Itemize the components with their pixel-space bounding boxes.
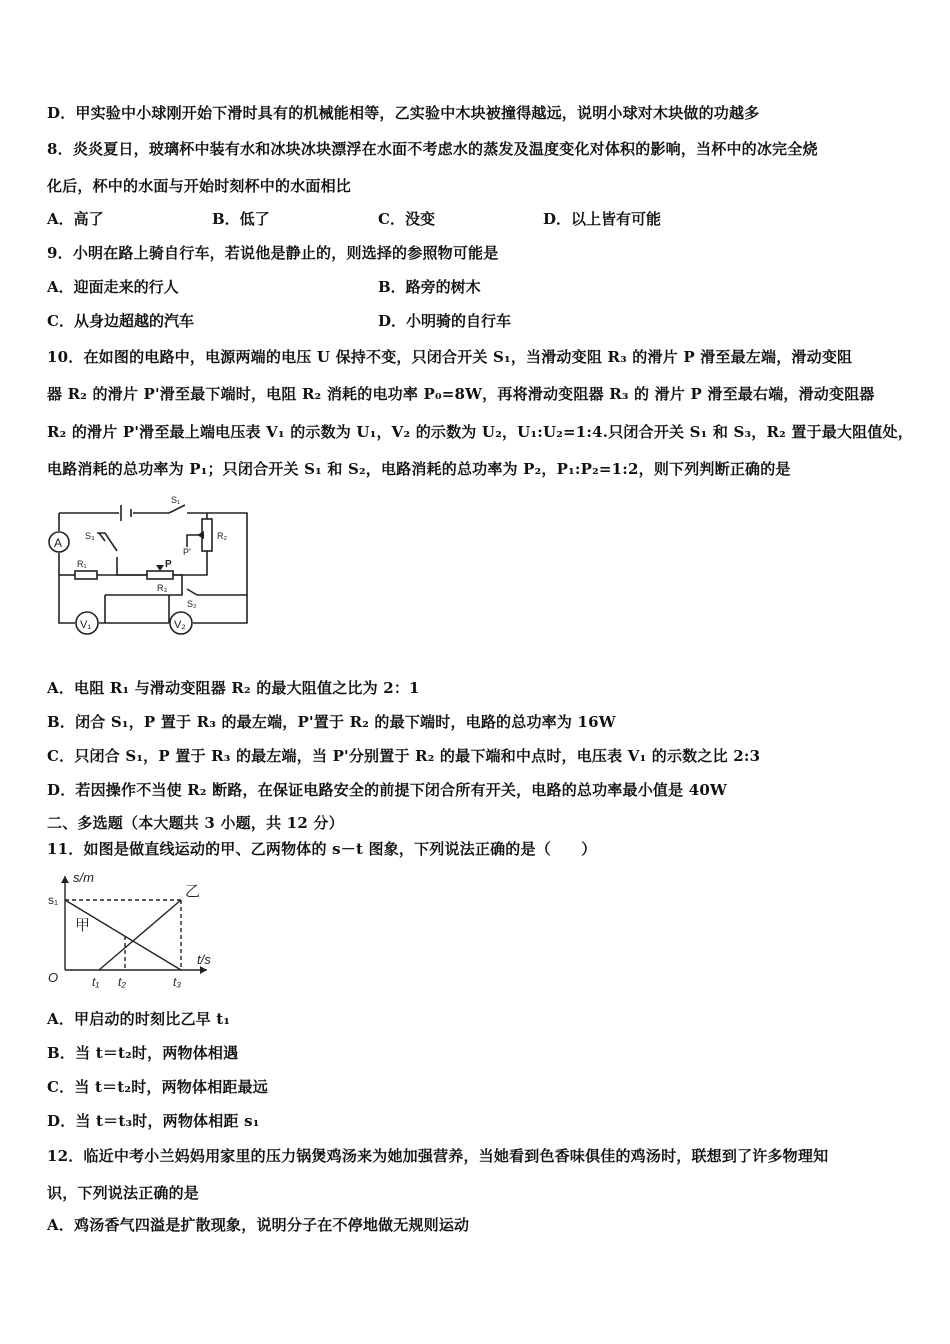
q10-option-a: A．电阻 R₁ 与滑动变阻器 R₂ 的最大阻值之比为 2：1 [47,679,420,697]
q10-stem-line3: R₂ 的滑片 P'滑至最上端电压表 V₁ 的示数为 U₁，V₂ 的示数为 U₂，U₁:U₂=1:4.只闭合开关 S₁ 和 S₃，R₂ 置于最大阻值处， [47,423,913,441]
r2-label: R₂ [217,531,227,541]
p-label: P [165,559,172,570]
s2-label: S₂ [187,599,197,609]
q10-stem-line1: 10．在如图的电路中，电源两端的电压 U 保持不变，只闭合开关 S₁，当滑动变阻 R₃ 的滑片 P 滑至最左端，滑动变阻 [47,348,853,366]
section-heading: 二、多选题（本大题共 3 小题，共 12 分） [47,814,344,832]
q11-stem: 11．如图是做直线运动的甲、乙两物体的 s－t 图象，下列说法正确的是（ ） [47,840,597,858]
p-slider [156,565,164,571]
q8-option-a: A．高了 [47,210,104,228]
q10-option-c: C．只闭合 S₁，P 置于 R₃ 的最左端，当 P'分别置于 R₂ 的最下端和中点时，电压表 V₁ 的示数之比 2:3 [47,747,761,765]
r1-resistor [75,571,97,579]
q11-option-a: A．甲启动的时刻比乙早 t₁ [47,1010,231,1028]
t1-tick-label: t₁ [92,975,100,989]
q12-stem-line2: 识，下列说法正确的是 [47,1184,200,1202]
q11-st-graph [47,866,227,990]
jia-line [65,900,181,970]
s1-tick-label: s₁ [48,893,59,907]
s1-label: S₁ [171,495,181,505]
q11-option-d: D．当 t＝t₃时，两物体相距 s₁ [47,1112,260,1130]
r3-resistor [147,571,173,579]
yi-label: 乙 [185,883,201,900]
q10-circuit-diagram [47,495,257,645]
jia-label: 甲 [75,917,91,934]
q8-option-b: B．低了 [212,210,270,228]
q9-option-d: D．小明骑的自行车 [378,312,512,330]
v1-label: V₁ [80,619,92,631]
p-prime-label: P' [183,547,191,557]
q12-option-a: A．鸡汤香气四溢是扩散现象，说明分子在不停地做无规则运动 [47,1216,470,1234]
q12-stem-line1: 12．临近中考小兰妈妈用家里的压力锅煲鸡汤来为她加强营养，当她看到色香味俱佳的鸡汤时，联想到了许多物理知 [47,1147,829,1165]
q11-option-c: C．当 t＝t₂时，两物体相距最远 [47,1078,268,1096]
q10-option-b: B．闭合 S₁，P 置于 R₃ 的最左端，P'置于 R₂ 的最下端时，电路的总功率为 16W [47,713,616,731]
ylabel: s/m [73,870,94,885]
q8-stem-line2: 化后，杯中的水面与开始时刻杯中的水面相比 [47,177,352,195]
q9-stem: 9．小明在路上骑自行车，若说他是静止的，则选择的参照物可能是 [47,244,499,262]
v2-label: V₂ [174,619,186,631]
q10-stem-line4: 电路消耗的总功率为 P₁；只闭合开关 S₁ 和 S₂，电路消耗的总功率为 P₂，P₁:P₂=1:2，则下列判断正确的是 [47,460,791,478]
q9-option-a: A．迎面走来的行人 [47,278,179,296]
q10-option-d: D．若因操作不当使 R₂ 断路，在保证电路安全的前提下闭合所有开关，电路的总功率最小值是 40W [47,781,728,799]
q7-option-d: D．甲实验中小球刚开始下滑时具有的机械能相等，乙实验中木块被撞得越远，说明小球对木块做的功越多 [47,104,760,122]
r3-label: R₃ [157,583,168,593]
q11-option-b: B．当 t＝t₂时，两物体相遇 [47,1044,239,1062]
q8-option-c: C．没变 [378,210,435,228]
xlabel: t/s [197,952,211,967]
q8-option-d: D．以上皆有可能 [543,210,662,228]
origin-label: O [48,970,59,985]
r1-label: R₁ [77,559,87,569]
p-prime-slider [197,531,204,539]
t3-tick-label: t₃ [173,975,182,989]
q9-option-c: C．从身边超越的汽车 [47,312,194,330]
ammeter-label: A [54,536,63,550]
yi-line [99,900,181,970]
s3-label: S₃ [85,531,95,541]
t2-tick-label: t₂ [118,975,126,989]
q9-option-b: B．路旁的树木 [378,278,481,296]
q10-stem-line2: 器 R₂ 的滑片 P'滑至最下端时，电阻 R₂ 消耗的电功率 P₀=8W，再将滑动变阻器 R₃ 的 滑片 P 滑至最右端，滑动变阻器 [47,385,875,403]
q8-stem-line1: 8．炎炎夏日，玻璃杯中装有水和冰块冰块漂浮在水面不考虑水的蒸发及温度变化对体积的影响，当杯中的冰完全烧 [47,140,818,158]
